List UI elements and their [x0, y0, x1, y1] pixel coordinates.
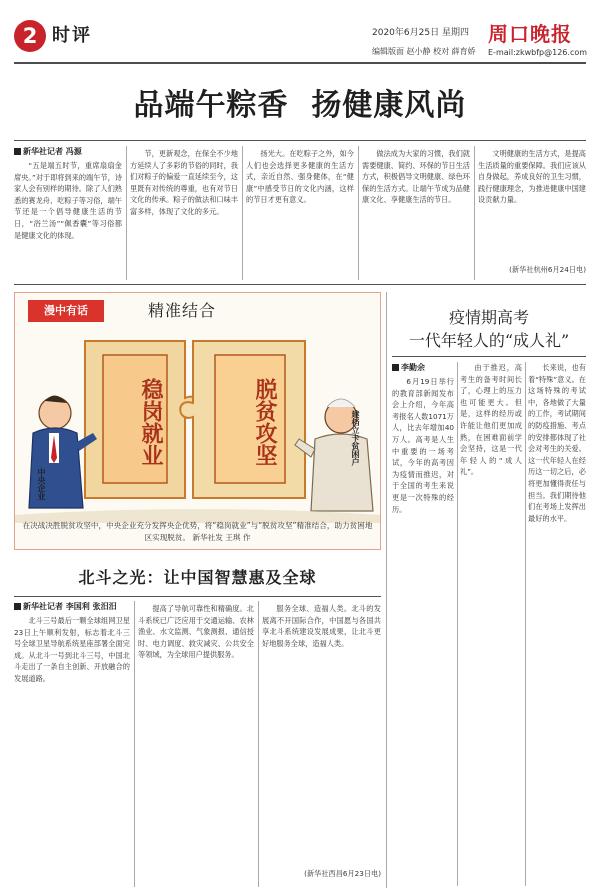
column-divider: [386, 292, 387, 888]
sign-right-text: 脱贫攻坚: [252, 378, 278, 466]
main-headline: 品端午粽香 扬健康风尚: [133, 88, 467, 123]
headline-divider: [14, 140, 586, 141]
cartoon-caption: 在决战决胜脱贫攻坚中，中央企业充分发挥央企优势，将“稳岗就业”与“脱贫攻坚”精准结合，助力贫困地区实现脱贫。 新华社发 王琪 作: [22, 521, 373, 542]
cartoon-panel: [14, 292, 381, 550]
feature-byline: 李勤余: [392, 362, 425, 373]
article2-source: (新华社西昌6月23日电): [304, 869, 381, 878]
feature-divider: [392, 356, 586, 357]
cartoon-title: 精准结合: [148, 301, 217, 320]
feature-column-1: 6月19日举行的教育部新闻发布会上介绍，今年高考报名人数1071万人，比去年增加40万人。高考是人生中重要的一场考试，今年的高考因为疫情而推迟，对于全国的考生来说更是一次特殊的经历。: [392, 377, 454, 514]
column-divider: [358, 146, 359, 280]
article2-byline: 新华社记者 李国利 张汨汨: [14, 601, 117, 612]
cartoon-illustration: [15, 293, 381, 550]
article1-column-1: “五是端五时节，重席扇扇金席央。”对于即将到来的端午节，诗家人会有别样的期待。除了人们熟悉的赛龙舟、吃粽子等习俗，端午节还是一个倡导健康生活的节日，“浴兰汤”“佩香囊”等习俗都是健康文化的体现。: [14, 161, 122, 240]
article2-column-2: 提高了导航可靠性和精确度。北斗系统已广泛应用于交通运输、农林渔业、水文监测、气象测报、通信授时、电力调度、救灾减灾、公共安全等领域，为全球用户提供服务。: [138, 604, 254, 660]
editor-credits: 编辑版面 赵小静 校对 薛育娇: [372, 47, 476, 56]
article2-headline: 北斗之光：让中国智慧惠及全球: [78, 568, 317, 587]
article1-column-4: 做法成为大家的习惯，我们就需要健康、简约、环保的节日生活方式，积极倡导文明健康、绿色环保的生活方式。让端午节成为品健康文化、享健康生活的节日。: [362, 149, 470, 205]
feature-title-line1: 疫情期高考: [448, 308, 529, 327]
section-divider: [14, 284, 586, 285]
contact-email: E-mail:zkwbfp@126.com: [488, 48, 588, 57]
section-title: 时评: [52, 25, 92, 46]
newspaper-logo: 周口晚报: [488, 22, 572, 46]
sign-left-text: 稳岗就业: [138, 378, 164, 466]
feature-column-2: 由于推迟，高考生的备考时间长了，心理上的压力也可能更大。但是，这样的经历或许能让他们更加成熟，在困难面前学会坚持，这是一代年轻人的“成人礼”。: [460, 363, 522, 477]
article1-column-2: 节，更新观念，在保全不少地方延续人了多彩的节俗的同时，我们对粽子的偏爱一直延续至今，这里既有对传统的尊重，也有对节日文化的传承。粽子的做法和口味丰富多样，体现了文化的多元。: [130, 149, 238, 216]
page-number-badge: 2: [14, 20, 46, 52]
column-divider: [474, 146, 475, 280]
column-divider: [258, 601, 259, 887]
article1-column-3: 扬光大。在吃粽子之外，如今人们也会选择更多健康的生活方式，亲近自然、强身健体，在“健康”中感受节日的文化内涵，这样的节日才更有意义。: [246, 149, 354, 205]
article1-column-5: 文明健康的生活方式，是提高生活质量的重要保障。我们应该从自身做起，养成良好的卫生习惯，践行健康理念，为推进健康中国建设贡献力量。: [478, 149, 586, 205]
cartoon-tag: 漫中有话: [28, 300, 104, 322]
article1-source: (新华社杭州6月24日电): [509, 265, 586, 274]
header-divider: [14, 62, 586, 64]
column-divider: [242, 146, 243, 280]
column-divider: [525, 362, 526, 886]
feature-column-3: 长来说，也有着“特殊”意义。在这场特殊的考试中，各地做了大量的工作，考试期间的防疫措施、考点的安排都体现了社会对考生的关爱。这一代年轻人在经历这一切之后，必将更加懂得责任与担当。我们期待他们在考场上发挥出最好的水平。: [528, 363, 586, 523]
feature-title-line2: 一代年轻人的“成人礼”: [408, 331, 570, 350]
column-divider: [126, 146, 127, 280]
column-divider: [457, 362, 458, 886]
label-left-text: 中央企业: [37, 468, 46, 500]
article1-byline: 新华社记者 冯源: [14, 146, 82, 157]
article2-column-3: 服务全球、造福人类。北斗的发展离不开国际合作，中国愿与各国共享北斗系统建设发展成果，让北斗更好地服务全球，造福人类。: [262, 604, 381, 648]
article2-divider: [14, 596, 381, 597]
column-divider: [134, 601, 135, 887]
label-right-text: 建档立卡贫困户: [351, 410, 360, 466]
article2-column-1: 北斗三号最后一颗全球组网卫星23日上午顺利发射，标志着北斗三号全球卫星导航系统星座部署全面完成。从北斗一号到北斗三号，中国北斗走出了一条自主创新、开放融合的发展道路。: [14, 616, 130, 683]
issue-date: 2020年6月25日 星期四: [372, 28, 469, 38]
